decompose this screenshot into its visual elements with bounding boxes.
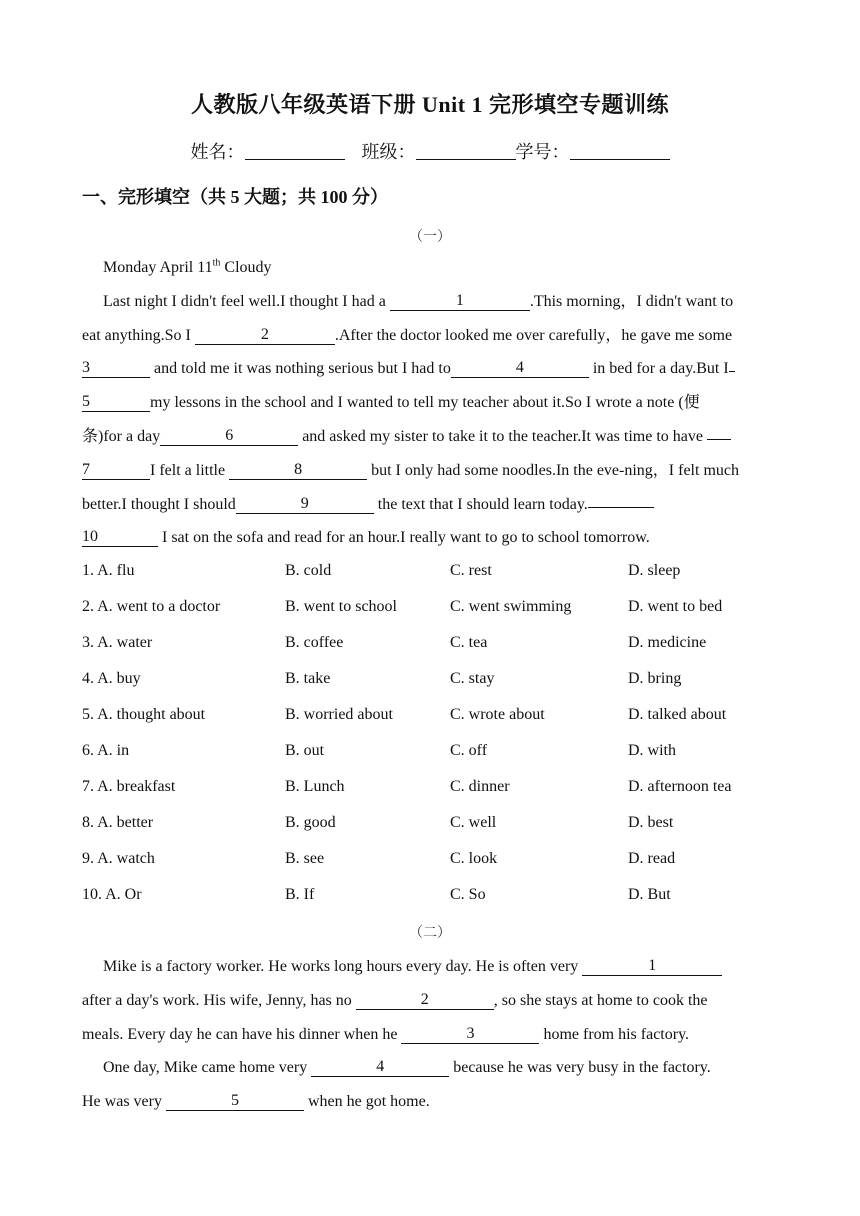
option-c[interactable]: C. look: [450, 850, 498, 867]
page-title: 人教版八年级英语下册 Unit 1 完形填空专题训练: [190, 92, 670, 117]
part-two-label: （二）: [409, 926, 451, 941]
passage-line: 10 I sat on the sofa and read for an hour.I really want to go to school tomorrow.: [82, 528, 650, 547]
blank-4[interactable]: 4: [451, 358, 589, 378]
passage-line: One day, Mike came home very 4 because he was very busy in the factory.: [103, 1058, 711, 1077]
option-a[interactable]: 4. A. buy: [82, 670, 141, 687]
option-c[interactable]: C. tea: [450, 634, 488, 651]
blank-5-start: [729, 352, 735, 372]
question-row: [82, 850, 782, 886]
option-c[interactable]: C. stay: [450, 670, 495, 687]
number-label: 学号：: [515, 142, 570, 162]
option-c[interactable]: C. dinner: [450, 778, 510, 795]
question-row: [82, 670, 782, 706]
passage-one: [82, 251, 782, 555]
option-a[interactable]: 2. A. went to a doctor: [82, 598, 221, 615]
option-c[interactable]: C. rest: [450, 562, 492, 579]
option-d[interactable]: D. bring: [628, 670, 682, 687]
blank-10[interactable]: 10: [82, 527, 158, 547]
passage-line: eat anything.So I 2 .After the doctor looked me over carefully，he gave me some: [82, 325, 733, 344]
option-a[interactable]: 3. A. water: [82, 634, 153, 651]
option-d[interactable]: D. went to bed: [628, 598, 723, 615]
blank-3[interactable]: 3: [82, 358, 150, 378]
diary-date: Monday April 11th Cloudy: [103, 257, 272, 276]
question-row: [82, 562, 782, 598]
blank-7[interactable]: 7: [82, 460, 150, 480]
blank-2[interactable]: 2: [195, 325, 335, 345]
option-c[interactable]: C. off: [450, 742, 488, 759]
option-b[interactable]: B. take: [285, 670, 331, 687]
passage-line: Last night I didn't feel well.I thought I had a 1 .This morning，I didn't want to: [103, 291, 734, 310]
passage-two: [82, 950, 782, 1119]
option-c[interactable]: C. went swimming: [450, 598, 572, 615]
blank-8[interactable]: 8: [229, 460, 367, 480]
blank-2[interactable]: 2: [356, 990, 494, 1010]
passage-line: 5 my lessons in the school and I wanted to tell my teacher about it.So I wrote a note (便: [82, 393, 700, 412]
option-d[interactable]: D. read: [628, 850, 676, 867]
option-a[interactable]: 8. A. better: [82, 814, 154, 831]
blank-3[interactable]: 3: [401, 1024, 539, 1044]
question-row: [82, 634, 782, 670]
passage-line: 条)for a day 6 and asked my sister to take it to the teacher.It was time to have: [82, 420, 782, 454]
passage-line: meals. Every day he can have his dinner when he 3 home from his factory.: [82, 1024, 690, 1043]
name-field[interactable]: [245, 141, 345, 160]
number-field[interactable]: [570, 141, 670, 160]
option-b[interactable]: B. out: [285, 742, 325, 759]
option-a[interactable]: 1. A. flu: [82, 562, 135, 579]
option-d[interactable]: D. afternoon tea: [628, 778, 732, 795]
passage-line: 3 and told me it was nothing serious but I had to 4 in bed for a day.But I: [82, 352, 782, 386]
passage-line: 7 I felt a little 8 but I only had some noodles.In the eve-ning，I felt much: [82, 460, 739, 479]
passage-line: better.I thought I should 9 the text that I should learn today.: [82, 488, 782, 522]
blank-1[interactable]: 1: [390, 291, 530, 311]
option-a[interactable]: 6. A. in: [82, 742, 130, 759]
question-row: [82, 886, 782, 922]
option-c[interactable]: C. So: [450, 886, 486, 903]
question-row: [82, 706, 782, 742]
option-d[interactable]: D. sleep: [628, 562, 681, 579]
option-c[interactable]: C. wrote about: [450, 706, 545, 723]
blank-10-start: [588, 488, 654, 508]
blank-4[interactable]: 4: [311, 1057, 449, 1077]
option-d[interactable]: D. medicine: [628, 634, 707, 651]
name-label: 姓名：: [190, 142, 245, 162]
option-b[interactable]: B. If: [285, 886, 315, 903]
option-d[interactable]: D. talked about: [628, 706, 727, 723]
question-row: [82, 814, 782, 850]
option-c[interactable]: C. well: [450, 814, 497, 831]
option-b[interactable]: B. cold: [285, 562, 332, 579]
option-a[interactable]: 5. A. thought about: [82, 706, 206, 723]
option-d[interactable]: D. But: [628, 886, 671, 903]
option-b[interactable]: B. good: [285, 814, 336, 831]
option-b[interactable]: B. worried about: [285, 706, 393, 723]
blank-5[interactable]: 5: [166, 1091, 304, 1111]
part-one-label: （一）: [409, 230, 451, 245]
option-b[interactable]: B. coffee: [285, 634, 344, 651]
blank-1[interactable]: 1: [582, 956, 722, 976]
blank-9[interactable]: 9: [236, 494, 374, 514]
section-heading: 一、完形填空（共 5 大题；共 100 分）: [82, 187, 388, 207]
passage-line: He was very 5 when he got home.: [82, 1092, 430, 1111]
option-b[interactable]: B. see: [285, 850, 325, 867]
question-row: [82, 598, 782, 634]
blank-6[interactable]: 6: [160, 426, 298, 446]
option-b[interactable]: B. Lunch: [285, 778, 345, 795]
class-field[interactable]: [416, 141, 516, 160]
blank-5[interactable]: 5: [82, 392, 150, 412]
question-row: [82, 778, 782, 814]
options-list: [82, 562, 782, 922]
option-d[interactable]: D. with: [628, 742, 676, 759]
option-a[interactable]: 10. A. Or: [82, 886, 142, 903]
question-row: [82, 742, 782, 778]
passage-line: Mike is a factory worker. He works long hours every day. He is often very 1: [82, 950, 782, 984]
option-d[interactable]: D. best: [628, 814, 674, 831]
passage-line: after a day's work. His wife, Jenny, has no 2 , so she stays at home to cook the: [82, 990, 708, 1009]
option-b[interactable]: B. went to school: [285, 598, 397, 615]
student-info: [0, 138, 860, 164]
class-label: 班级：: [361, 142, 416, 162]
option-a[interactable]: 9. A. watch: [82, 850, 155, 867]
option-a[interactable]: 7. A. breakfast: [82, 778, 176, 795]
blank-7-start: [707, 420, 731, 440]
